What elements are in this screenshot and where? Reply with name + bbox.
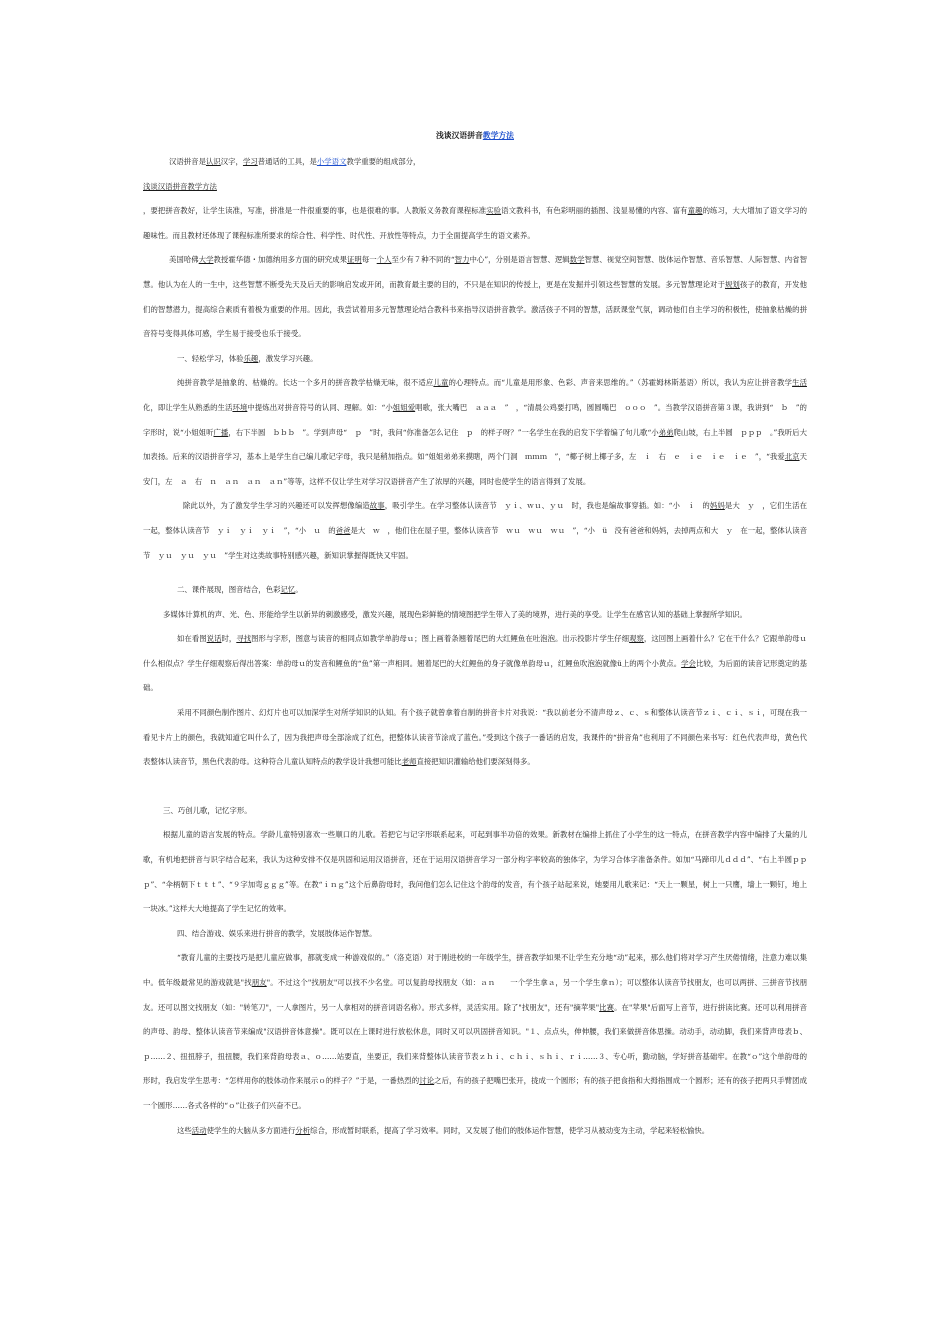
keyword-link[interactable]: 学会 xyxy=(681,658,696,668)
keyword-link[interactable]: 智力 xyxy=(454,255,470,265)
keyword-link[interactable]: 认识 xyxy=(205,157,221,166)
keyword-link[interactable]: 朋友 xyxy=(251,978,267,987)
keyword-link[interactable]: 广播 xyxy=(213,427,229,437)
section-heading-3: 三、巧创儿歌，记忆字形。 xyxy=(163,805,252,815)
document-title: 浅谈汉语拼音教学方法 xyxy=(436,131,514,140)
paragraph-2: ，要把拼音教好，让学生读准，写准，拼准是一件很重要的事，也是很难的事。人教版义务教育课程标准实验语文教科书，有色彩明丽的插图、浅显易懂的内容、富有童趣的练习，大大增加了语文学习的趣味性。而且教材还体现了课程标准所要求的综合性、科学性、时代性、开放性等特点，力于全面提高学生的语文素养。 xyxy=(143,206,807,240)
keyword-link[interactable]: 个人 xyxy=(376,255,392,265)
keyword-link[interactable]: 数学 xyxy=(569,255,585,265)
paragraph-10: “教育儿童的主要技巧是把儿童应做事，都就变成一种游戏似的。”（洛克语）对于刚进校的一年级学生，拼音教学如果不让学生充分地“动”起来，那么他们将对学习产生厌倦情绪，注意力难以集中。低年级最常见的游戏就是"找朋友"。不过这个"找朋友"可以找不少名堂。可以复韵母找朋友（如：ａｎ 一个学生拿ａ，另一个学生拿ｎ）；可以整体认读音节找朋友，也可以两拼、三拼音节找朋友。还可以图文找朋友（如："转笔刀"，一人拿图片，另一人拿相对的拼音词语名称）。形式多样，灵活实用。除了"找朋友"，还有"摘苹果"比赛。在"苹果"后面写上音节，进行拼读比赛。还可以利用拼音的声母、韵母、整体认读音节来编成"汉语拼音体意操"。既可以在上课时进行放松休息，同时又可以巩固拼音知识。"１、点点头，伸伸腰，我们来做拼音体思操。动动手，动动脚，我们来背声母表ｂ、ｐ……２、扭扭脖子，扭扭腰，我们来背韵母表ａ、ｏ……站要直，坐要正，我们来背整体认读音节表ｚｈｉ、ｃｈｉ、ｓｈｉ、ｒｉ……３、专心听，勤动脑，学好拼音基础牢。在教“ｏ”这个单韵母的形时，我启发学生思考：“怎样用你的肢体动作来展示ｏ的样子？”于是，一番热烈的讨论之后，有的孩子把嘴巴张开，拢成一个圆形；有的孩子把食指和大拇指围成一个圆形；还有的孩子把两只手臂团成一个圆形……各式各样的“ｏ”让孩子们兴奋不已。 xyxy=(143,953,807,1110)
paragraph-4: 纯拼音教学是抽象的、枯燥的。长达一个多月的拼音教学枯燥无味，很不适应儿童的心理特点。而“儿童是用形象、色彩、声音来思维的。”（苏霍姆林斯基语）所以，我认为应让拼音教学生活化，即让学生从熟悉的生活环境中提炼出对拼音符号的认同、理解。如：“小姐姐爱唱歌，张大嘴巴 ａａａ ” ，“清晨公鸡要打鸣，圆圆嘴巴 ｏｏｏ ”。当教学汉语拼音第３课，我讲到“ ｂ ”的字形时，说“小姐姐听广播，右下半圆 ｂｂｂ ”。学到声母“ ｐ ”时，我问“你准备怎么记住 ｐ 的样子呀？”一名学生在我的启发下学着编了句儿歌“小弟弟爬山坡，右上半圆 ｐｐｐ 。”我听后大加表扬。后来的汉语拼音学习，基本上是学生自己编儿歌记字母，我只是稍加指点。如“姐姐弟弟来摸瞎，两个门洞 ｍｍｍ ”，“椰子树上椰子多，左 ｉ 右 ｅ ｉｅ ｉｅ ｉｅ ”，“我爱北京天安门，左 ａ 右 ｎ ａｎ ａｎ ａｎ”等等，这样不仅让学生对学习汉语拼音产生了浓厚的兴趣，同时也使学生的语言得到了发展。 xyxy=(143,378,807,486)
keyword-link[interactable]: 学习 xyxy=(242,157,258,166)
keyword-link[interactable]: 妈妈 xyxy=(709,501,725,511)
keyword-link[interactable]: 童趣 xyxy=(687,206,703,216)
keyword-link[interactable]: 讨论 xyxy=(419,1076,435,1086)
subtitle-link[interactable]: 浅谈汉语拼音教学方法 xyxy=(143,181,217,191)
keyword-link[interactable]: 分析 xyxy=(295,1125,311,1135)
paragraph-5: 除此以外，为了激发学生学习的兴趣还可以发挥想像编造故事，吸引学生。在学习整体认读音节 ｙｉ、ｗｕ、ｙｕ 时，我也是编故事穿插。如：“小 ｉ 的妈妈是大 ｙ ，它们生活在一起，整体认读音节 ｙｉ ｙｉ ｙｉ ”，“小 ｕ 的爸爸是大 ｗ ，他们住在屋子里，整体认读音节 ｗｕ ｗｕ ｗｕ ”，“小 ü 没有爸爸和妈妈，去掉两点和大 ｙ 在一起，整体认读音节 ｙｕ ｙｕ ｙｕ ”学生对这类故事特别感兴趣，新知识掌握得既快又牢固。 xyxy=(143,501,807,560)
keyword-link[interactable]: 生活 xyxy=(792,378,807,388)
keyword-link[interactable]: 儿童 xyxy=(433,378,449,388)
paragraph-8: 采用不同颜色制作图片、幻灯片也可以加深学生对所学知识的认知。有个孩子就曾拿着自制的拼音卡片对我说：“我以前老分不清声母ｚ、ｃ、ｓ和整体认读音节ｚｉ、ｃｉ、ｓｉ，可现在我一看见卡片上的颜色，我就知道它叫什么了，因为我把声母全部涂成了红色，把整体认读音节涂成了蓝色。”受到这个孩子一番话的启发，我课件的“拼音角”也利用了不同颜色来书写：红色代表声母，黄色代表整体认读音节，黑色代表韵母。这种符合儿童认知特点的教学设计我想可能比老师直接把知识灌输给他们要深刻得多。 xyxy=(143,708,807,767)
spacer xyxy=(143,568,807,578)
keyword-link[interactable]: 活动 xyxy=(191,1125,207,1135)
title-link[interactable]: 教学方法 xyxy=(482,131,514,140)
keyword-link[interactable]: 说话 xyxy=(206,634,222,644)
document-page xyxy=(143,128,807,1143)
paragraph-3: 美国哈佛大学教授霍华德・加德纳用多方面的研究成果证明每一个人至少有７种不同的“智力中心”，分别是语言智慧、逻辑数学智慧、视觉空间智慧、肢体运作智慧、音乐智慧、人际智慧、内省智慧。他认为在人的一生中，这些智慧不断受先天及后天的影响启发或开闭，而教育最主要的目的，不只是在知识的传授上，更是在发掘并引领这些智慧的发展。多元智慧理论对于规划孩子的教育，开发他们的智慧潜力，提高综合素质有着极为重要的作用。因此，我尝试着用多元智慧理论结合教科书来指导汉语拼音教学。激活孩子不同的智慧，活跃课堂气氛，调动他们自主学习的积极性，使抽象枯燥的拼音符号变得具体可感，学生易于接受也乐于接受。 xyxy=(143,255,807,339)
keyword-link[interactable]: 观察 xyxy=(629,634,644,644)
xiaoxue-yuwen-link[interactable]: 小学语文 xyxy=(316,157,347,166)
paragraph-9: 根据儿童的语言发展的特点。学龄儿童特别喜欢一些顺口的儿歌。若把它与记字形联系起来，可起到事半功倍的效果。新教材在编排上抓住了小学生的这一特点，在拼音教学内容中编排了大量的儿歌，有机地把拼音与识字结合起来，我认为这种安排不仅是巩固和运用汉语拼音，还在于运用汉语拼音学习一部分构字率较高的独体字，为学习合体字准备条件。如加“马蹄印儿ｄｄｄ”、“右上半圆ｐｐｐ”、“伞柄朝下ｔｔｔ”、“９字加弯ｇｇｇ”等。在教“ｉｎｇ”这个后鼻韵母时，我问他们怎么记住这个韵母的发音，有个孩子站起来说，她要用儿歌来记：“天上一颗星，树上一只鹰，墙上一颗钉，地上一块冰。”这样大大地提高了学生记忆的效率。 xyxy=(143,830,807,914)
keyword-link[interactable]: 寻找 xyxy=(236,634,252,644)
keyword-link[interactable]: 弟弟 xyxy=(658,427,674,437)
paragraph-6: 多媒体计算机的声、光、色、形能给学生以新异的刺激感受，激发兴趣，展现色彩鲜艳的情境图把学生带入了美的境界，进行美的享受。让学生在感官认知的基础上掌握所学知识。 xyxy=(163,609,747,619)
keyword-link[interactable]: 老师 xyxy=(401,757,417,767)
paragraph-11: 这些活动使学生的大脑从多方面进行分析综合，形成暂时联系，提高了学习效率。同时，又发展了他们的肢体运作智慧，使学习从被动变为主动，学起来轻松愉快。 xyxy=(177,1125,710,1135)
subtitle-link-line xyxy=(143,175,807,200)
keyword-link[interactable]: 爸爸 xyxy=(335,525,351,535)
section-heading-1: 一、轻松学习，体验乐趣，激发学习兴趣。 xyxy=(177,353,318,363)
keyword-link[interactable]: 证明 xyxy=(347,255,362,265)
spacer xyxy=(143,775,807,799)
section-heading-4: 四、结合游戏、娱乐来进行拼音的教学，发展肢体运作智慧。 xyxy=(177,928,377,938)
keyword-link[interactable]: 故事 xyxy=(369,501,385,511)
keyword-link[interactable]: 姐姐爱 xyxy=(392,402,416,412)
keyword-link[interactable]: 环境 xyxy=(232,402,248,412)
keyword-link[interactable]: 记忆 xyxy=(280,585,296,595)
keyword-link[interactable]: 规划 xyxy=(724,279,740,289)
section-heading-2: 二、课件展现，图音结合，色彩记忆。 xyxy=(177,585,303,595)
paragraph-intro: 汉语拼音是认识汉字，学习普通话的工具，是小学语文教学重要的组成部分， xyxy=(169,157,421,166)
keyword-link[interactable]: 北京 xyxy=(784,452,800,462)
keyword-link[interactable]: 大学 xyxy=(198,255,214,265)
keyword-link[interactable]: 比赛 xyxy=(599,1002,615,1012)
paragraph-7: 如在看图说话时，寻找图形与字形，图意与读音的相同点如教学单韵母ｕ；图上画着条翘着尾巴的大红鲤鱼在吐泡泡。出示投影片学生仔细观察，这回图上画着什么？它在干什么？它跟单韵母ｕ什么相似点？学生仔细观察后得出答案：单韵母ｕ的发音和鲤鱼的“鱼”第一声相同。翘着尾巴的大红鲤鱼的身子就像单韵母ｕ，红鲤鱼吹泡泡就像ü上的两个小黄点。学会比较，为后面的读音记形奠定的基础。 xyxy=(143,634,807,693)
keyword-link[interactable]: 乐趣 xyxy=(243,353,259,363)
keyword-link[interactable]: 实验 xyxy=(486,206,502,216)
